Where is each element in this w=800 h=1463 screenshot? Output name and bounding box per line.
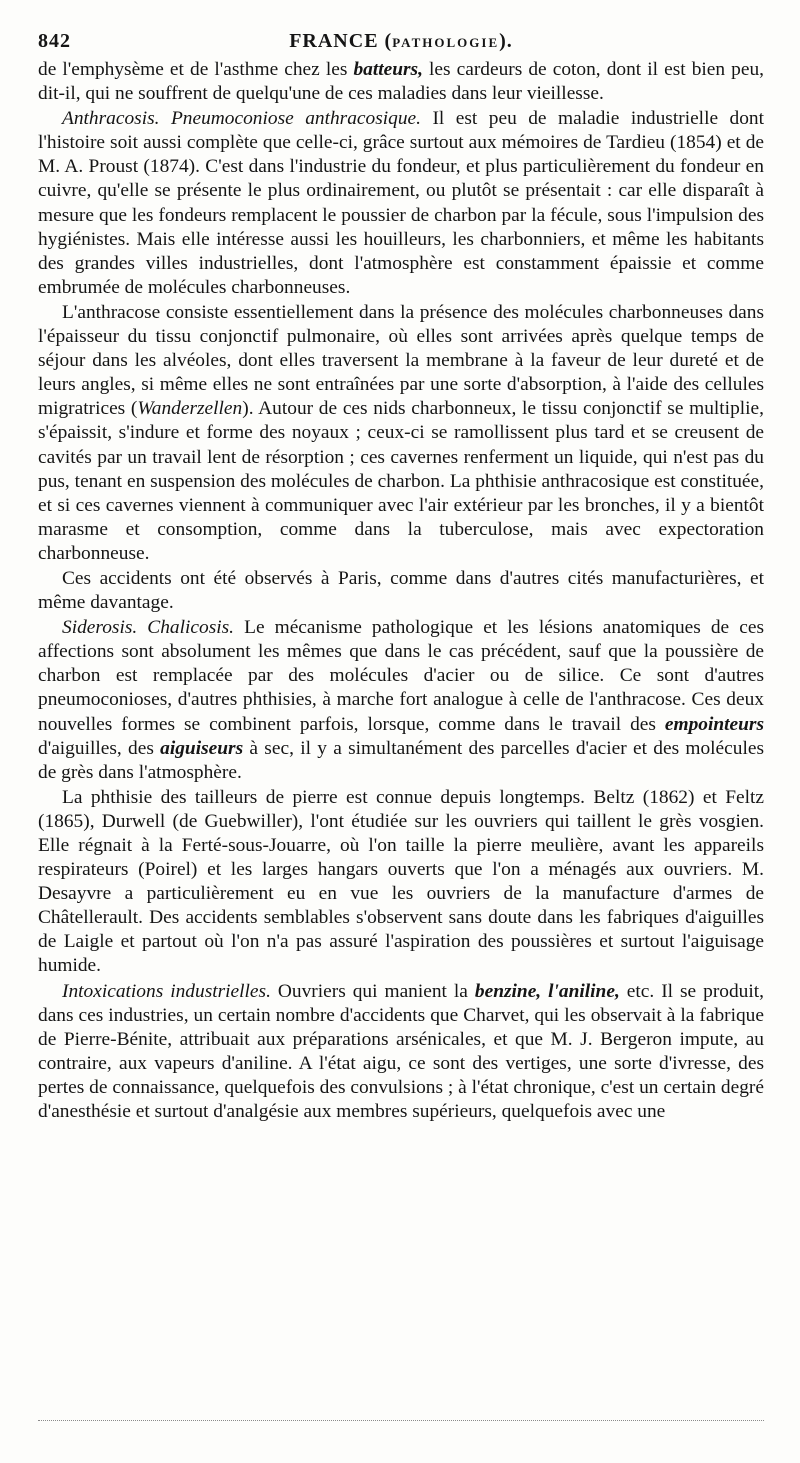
paragraph-1 bbox=[38, 58, 764, 106]
paragraph-siderosis-emphasis-2: aiguiseurs bbox=[160, 737, 244, 759]
paragraph-tailleurs-pierre-text: La phthisie des tailleurs de pierre est connue depuis longtemps. Beltz (1862) et Feltz (1865), Durwell (de Guebwiller), l'ont étudiée sur les ouvriers qui taillent le grès vosgien. Elle régnait à la Ferté-sous-Jouarre, où l'on taille la pierre meulière, avant les appareils respirateurs (Poirel) et les larges hangars ouverts que l'on a ménagés aux ouvriers. M. Desayvre a particulièrement eu en vue les ouvriers de la manufacture d'armes de Châtellerault. Des accidents semblables s'observent sans doute dans les fabriques d'aiguilles de Laigle et partout où l'on n'a pas assuré l'aspiration des poussières et surtout l'aiguisage humide. bbox=[38, 786, 764, 977]
running-title bbox=[38, 30, 764, 53]
section-lead-anthracosis: Anthracosis. Pneumoconiose anthracosique. bbox=[62, 108, 421, 130]
paragraph-tailleurs-pierre bbox=[38, 786, 764, 979]
paragraph-intoxications-emphasis-2: l'aniline, bbox=[548, 980, 620, 1002]
running-head bbox=[38, 26, 764, 58]
paragraph-anthracose-text-rest: ). Autour de ces nids charbonneux, le tissu conjonctif se multiplie, s'épaissit, s'indure et forme des noyaux ; ceux-ci se ramollissent plus tard et se creusent de cavités par un travail lent de résorption ; ces cavernes renferment un liquide, qui n'est pas du pus, tenant en suspension des molécules de charbon. La phthisie anthracosique est constituée, et si ces cavernes viennent à communiquer avec l'air extérieur par les bronches, il y a bientôt marasme et consomption, comme dans la tuberculose, mais avec expectoration charbonneuse. bbox=[38, 398, 764, 564]
paragraph-siderosis-text-mid: d'aiguilles, des bbox=[38, 737, 161, 759]
paragraph-1-emphasis: batteurs, bbox=[353, 59, 423, 80]
footer-dotted-rule bbox=[38, 1420, 764, 1421]
paragraph-anthracose-description bbox=[38, 301, 764, 566]
section-lead-siderosis: Siderosis. Chalicosis. bbox=[62, 617, 235, 639]
running-title-main: FRANCE ( bbox=[289, 30, 393, 52]
running-title-subtitle: PATHOLOGIE bbox=[392, 35, 500, 50]
paragraph-anthracosis bbox=[38, 107, 764, 300]
paragraph-anthracose-emphasis: Wanderzellen bbox=[137, 398, 243, 420]
paragraph-siderosis-emphasis-1: empointeurs bbox=[664, 713, 764, 735]
paragraph-1-text: de l'emphysème et de l'asthme chez les bbox=[38, 59, 354, 80]
paragraph-intoxications-text: Ouvriers qui manient la bbox=[270, 980, 475, 1002]
section-lead-intoxications: Intoxications industrielles. bbox=[62, 980, 271, 1002]
paragraph-intoxications-emphasis-1: benzine, bbox=[474, 980, 542, 1002]
paragraph-siderosis-text-rest: à sec, il y a simultanément des parcelles d'acier et des molécules de grès dans l'atmosphère. bbox=[38, 737, 765, 783]
page-number: 842 bbox=[38, 30, 71, 52]
paragraph-1-text-rest: les cardeurs de coton, dont il est bien peu, dit-il, qui ne souffrent de quelqu'une de ces maladies dans leur vieillesse. bbox=[38, 59, 765, 105]
running-title-close: ). bbox=[499, 30, 513, 52]
paragraph-anthracosis-text: Il est peu de maladie industrielle dont l'histoire soit aussi complète que celle-ci, grâce surtout aux mémoires de Tardieu (1854) et de M. A. Proust (1874). C'est dans l'industrie du fondeur, et plus particulièrement du fondeur en cuivre, qu'elle se présente le plus ordinairement, ou plutôt se présentait : car elle disparaît à mesure que les fondeurs remplacent le poussier de charbon par la fécule, sous l'impulsion des hygiénistes. Mais elle intéresse aussi les houilleurs, les charbonniers, et même les habitants des grandes villes industrielles, dont l'atmosphère est constamment épaissie et comme embrumée de molécules charbonneuses. bbox=[38, 108, 765, 298]
paragraph-intoxications bbox=[38, 980, 764, 1125]
paragraph-anthracose-text: L'anthracose consiste essentiellement dans la présence des molécules charbonneuses dans l'épaisseur du tissu conjonctif pulmonaire, où elles sont arrivées après quelque temps de séjour dans les alvéoles, dont elles traversent la membrane à la faveur de leur dureté et de leurs angles, si même elles ne sont entraînées par une sorte d'absorption, à l'aide des cellules migratrices ( bbox=[38, 301, 764, 420]
body-text bbox=[38, 58, 764, 1124]
paragraph-accidents-paris-text: Ces accidents ont été observés à Paris, comme dans d'autres cités manufacturières, et même davantage. bbox=[38, 567, 764, 614]
paragraph-siderosis-text: Le mécanisme pathologique et les lésions anatomiques de ces affections sont absolument les mêmes que dans le cas précédent, sauf que la poussière de charbon est remplacée par des molécules d'acier ou de silice. Ce sont d'autres pneumoconioses, d'autres phthisies, à marche fort analogue à celle de l'anthracose. Ces deux nouvelles formes se combinent parfois, lorsque, comme dans le travail des bbox=[38, 617, 764, 735]
paragraph-intoxications-text-rest: etc. Il se produit, dans ces industries, un certain nombre d'accidents que Charvet, qui les observait à la fabrique de Pierre-Bénite, attribuait aux préparations arsénicales, et que M. J. Bergeron impute, au contraire, aux vapeurs d'aniline. A l'état aigu, ce sont des vertiges, une sorte d'ivresse, des pertes de connaissance, quelquefois des convulsions ; à l'état chronique, c'est un certain degré d'anesthésie et surtout d'analgésie aux membres supérieurs, quelquefois avec une bbox=[38, 980, 764, 1123]
paragraph-siderosis bbox=[38, 616, 764, 785]
paragraph-accidents-paris bbox=[38, 567, 764, 615]
